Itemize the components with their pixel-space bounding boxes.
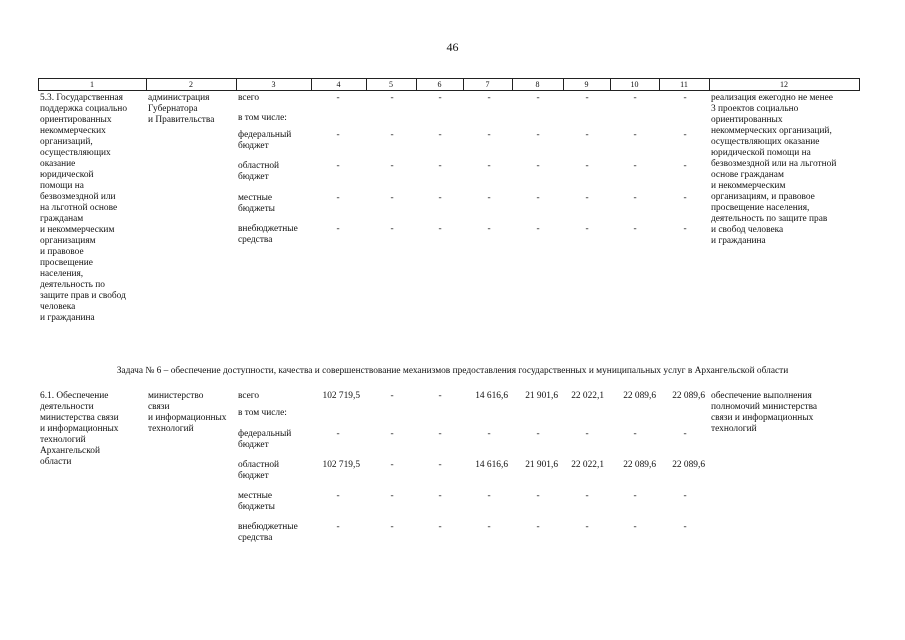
executor-line: Губернатора: [148, 104, 198, 114]
funding-value: -: [633, 224, 637, 234]
funding-value: -: [683, 224, 687, 234]
funding-value: -: [438, 93, 442, 103]
funding-value: -: [585, 224, 589, 234]
funding-value: -: [390, 93, 394, 103]
result-line: и свобод человека: [711, 225, 784, 235]
funding-value: -: [336, 93, 340, 103]
funding-value: -: [633, 429, 637, 439]
funding-value: -: [438, 130, 442, 140]
funding-source-label: областной: [238, 161, 280, 171]
funding-source-label: всего: [238, 93, 260, 103]
funding-value: -: [633, 161, 637, 171]
funding-value: -: [536, 522, 540, 532]
measure-line: и гражданина: [40, 313, 95, 323]
result-line: и гражданина: [711, 236, 766, 246]
funding-value: -: [585, 93, 589, 103]
measure-line: деятельность по: [40, 280, 105, 290]
measure-line: безвозмездной или: [40, 192, 116, 202]
result-line: деятельность по защите прав: [711, 214, 828, 224]
funding-value: 22 089,6: [672, 391, 705, 401]
funding-source-label: местные: [238, 491, 273, 501]
funding-value: -: [487, 491, 491, 501]
result-line: 3 проектов социально: [711, 104, 799, 114]
funding-value: -: [438, 224, 442, 234]
funding-source-label: бюджет: [238, 172, 269, 182]
funding-value: -: [390, 224, 394, 234]
measure-line: гражданам: [40, 214, 84, 224]
measure-line: оказание: [40, 159, 76, 169]
measure-line: населения,: [40, 269, 84, 279]
executor-line: администрация: [148, 93, 210, 103]
funding-source-label: в том числе:: [238, 113, 287, 123]
funding-value: -: [633, 522, 637, 532]
header-cell-10: 10: [630, 80, 639, 89]
header-col-divider: [859, 78, 860, 91]
funding-value: -: [438, 429, 442, 439]
measure-line: технологий: [40, 435, 86, 445]
measure-line: и некоммерческим: [40, 225, 115, 235]
funding-value: -: [390, 193, 394, 203]
measure-line: на льготной основе: [40, 203, 118, 213]
result-line: просвещение населения,: [711, 203, 810, 213]
measure-line: осуществляющих: [40, 148, 111, 158]
executor-line: и информационных: [148, 413, 227, 423]
result-line: организациям, и правовое: [711, 192, 815, 202]
funding-source-label: областной: [238, 460, 280, 470]
funding-value: -: [487, 161, 491, 171]
result-line: технологий: [711, 424, 757, 434]
result-line: реализация ежегодно не менее: [711, 93, 833, 103]
executor-line: министерство: [148, 391, 204, 401]
funding-value: -: [585, 491, 589, 501]
measure-line: поддержка социально: [40, 104, 128, 114]
funding-source-label: местные: [238, 193, 273, 203]
measure-line: ориентированных: [40, 115, 112, 125]
funding-value: -: [390, 130, 394, 140]
funding-value: 21 901,6: [525, 391, 558, 401]
measure-line: министерства связи: [40, 413, 119, 423]
funding-value: -: [487, 429, 491, 439]
funding-value: -: [683, 93, 687, 103]
measure-line: и правовое: [40, 247, 84, 257]
funding-value: 22 022,1: [571, 391, 604, 401]
funding-source-label: федеральный: [238, 130, 292, 140]
header-rule-bottom: [38, 90, 859, 91]
header-cell-6: 6: [437, 80, 442, 89]
funding-value: -: [683, 429, 687, 439]
page-number: 46: [446, 40, 459, 54]
measure-line: человека: [40, 302, 76, 312]
funding-value: 14 616,6: [475, 460, 508, 470]
funding-value: 22 022,1: [571, 460, 604, 470]
header-cell-11: 11: [680, 80, 688, 89]
result-line: основе гражданам: [711, 170, 784, 180]
funding-value: -: [683, 193, 687, 203]
funding-source-label: бюджеты: [238, 502, 275, 512]
result-line: и некоммерческим: [711, 181, 786, 191]
funding-value: -: [438, 193, 442, 203]
funding-value: 22 089,6: [672, 460, 705, 470]
header-cell-4: 4: [336, 80, 341, 89]
measure-line: просвещение: [40, 258, 93, 268]
header-cell-1: 1: [90, 80, 94, 89]
measure-line: 6.1. Обеспечение: [40, 391, 109, 401]
funding-source-label: в том числе:: [238, 408, 287, 418]
funding-value: -: [487, 193, 491, 203]
funding-value: -: [390, 429, 394, 439]
funding-value: -: [536, 193, 540, 203]
funding-value: -: [390, 391, 394, 401]
funding-source-label: бюджет: [238, 440, 269, 450]
measure-line: Архангельской: [40, 446, 100, 456]
measure-line: организациям: [40, 236, 96, 246]
measure-line: 5.3. Государственная: [40, 93, 123, 103]
funding-value: -: [633, 491, 637, 501]
funding-value: -: [438, 460, 442, 470]
funding-value: -: [336, 193, 340, 203]
funding-value: -: [633, 193, 637, 203]
measure-line: деятельности: [40, 402, 94, 412]
measure-line: и информационных: [40, 424, 119, 434]
result-line: юридической помощи на: [711, 148, 811, 158]
header-cell-8: 8: [535, 80, 540, 89]
header-cell-9: 9: [584, 80, 589, 89]
funding-value: -: [336, 161, 340, 171]
result-line: осуществляющих оказание: [711, 137, 820, 147]
funding-value: -: [438, 522, 442, 532]
funding-value: 21 901,6: [525, 460, 558, 470]
funding-value: -: [487, 224, 491, 234]
funding-value: -: [585, 522, 589, 532]
funding-value: -: [336, 429, 340, 439]
funding-value: -: [390, 522, 394, 532]
funding-value: -: [438, 391, 442, 401]
funding-source-label: бюджет: [238, 141, 269, 151]
funding-value: -: [585, 130, 589, 140]
funding-value: -: [683, 161, 687, 171]
result-line: обеспечение выполнения: [711, 391, 812, 401]
funding-value: -: [487, 522, 491, 532]
funding-source-label: внебюджетные: [238, 224, 298, 234]
funding-value: -: [438, 161, 442, 171]
result-line: безвозмездной или на льготной: [711, 159, 837, 169]
funding-value: -: [487, 130, 491, 140]
funding-source-label: средства: [238, 235, 273, 245]
funding-value: -: [487, 93, 491, 103]
measure-line: организаций,: [40, 137, 93, 147]
funding-value: -: [336, 491, 340, 501]
header-cell-7: 7: [485, 80, 490, 89]
funding-source-label: всего: [238, 391, 260, 401]
funding-value: -: [336, 130, 340, 140]
funding-source-label: средства: [238, 533, 273, 543]
funding-value: -: [585, 429, 589, 439]
funding-value: -: [536, 491, 540, 501]
funding-value: -: [536, 429, 540, 439]
result-line: полномочий министерства: [711, 402, 818, 412]
funding-value: -: [536, 224, 540, 234]
header-cell-3: 3: [271, 80, 276, 89]
task-6-heading: Задача № 6 – обеспечение доступности, качества и совершенствование механизмов предоставления государственных и муниципальных услуг в Архангельской области: [116, 366, 789, 376]
measure-line: некоммерческих: [40, 126, 106, 136]
funding-value: -: [585, 161, 589, 171]
executor-line: технологий: [148, 424, 194, 434]
executor-line: и Правительства: [148, 115, 215, 125]
funding-source-label: внебюджетные: [238, 522, 298, 532]
result-line: некоммерческих организаций,: [711, 126, 832, 136]
funding-value: -: [683, 130, 687, 140]
header-cell-12: 12: [780, 80, 788, 89]
result-line: связи и информационных: [711, 413, 814, 423]
funding-value: 22 089,6: [623, 391, 656, 401]
funding-value: -: [390, 460, 394, 470]
funding-value: 102 719,5: [322, 391, 360, 401]
funding-source-label: федеральный: [238, 429, 292, 439]
funding-value: -: [536, 130, 540, 140]
funding-value: -: [390, 491, 394, 501]
funding-value: -: [633, 93, 637, 103]
measure-line: защите прав и свобод: [40, 291, 126, 301]
header-cell-2: 2: [189, 80, 193, 89]
funding-value: -: [390, 161, 394, 171]
funding-value: 102 719,5: [322, 460, 360, 470]
funding-value: -: [536, 161, 540, 171]
result-line: ориентированных: [711, 115, 783, 125]
funding-value: -: [336, 522, 340, 532]
measure-line: юридической: [40, 170, 94, 180]
funding-value: -: [633, 130, 637, 140]
measure-line: помощи на: [40, 181, 84, 191]
header-cell-5: 5: [389, 80, 393, 89]
funding-value: -: [336, 224, 340, 234]
funding-value: -: [683, 491, 687, 501]
funding-value: -: [585, 193, 589, 203]
funding-value: -: [683, 522, 687, 532]
measure-line: области: [40, 457, 72, 467]
executor-line: связи: [148, 402, 170, 412]
funding-value: -: [536, 93, 540, 103]
funding-source-label: бюджет: [238, 471, 269, 481]
funding-value: -: [438, 491, 442, 501]
funding-value: 22 089,6: [623, 460, 656, 470]
funding-source-label: бюджеты: [238, 204, 275, 214]
funding-value: 14 616,6: [475, 391, 508, 401]
